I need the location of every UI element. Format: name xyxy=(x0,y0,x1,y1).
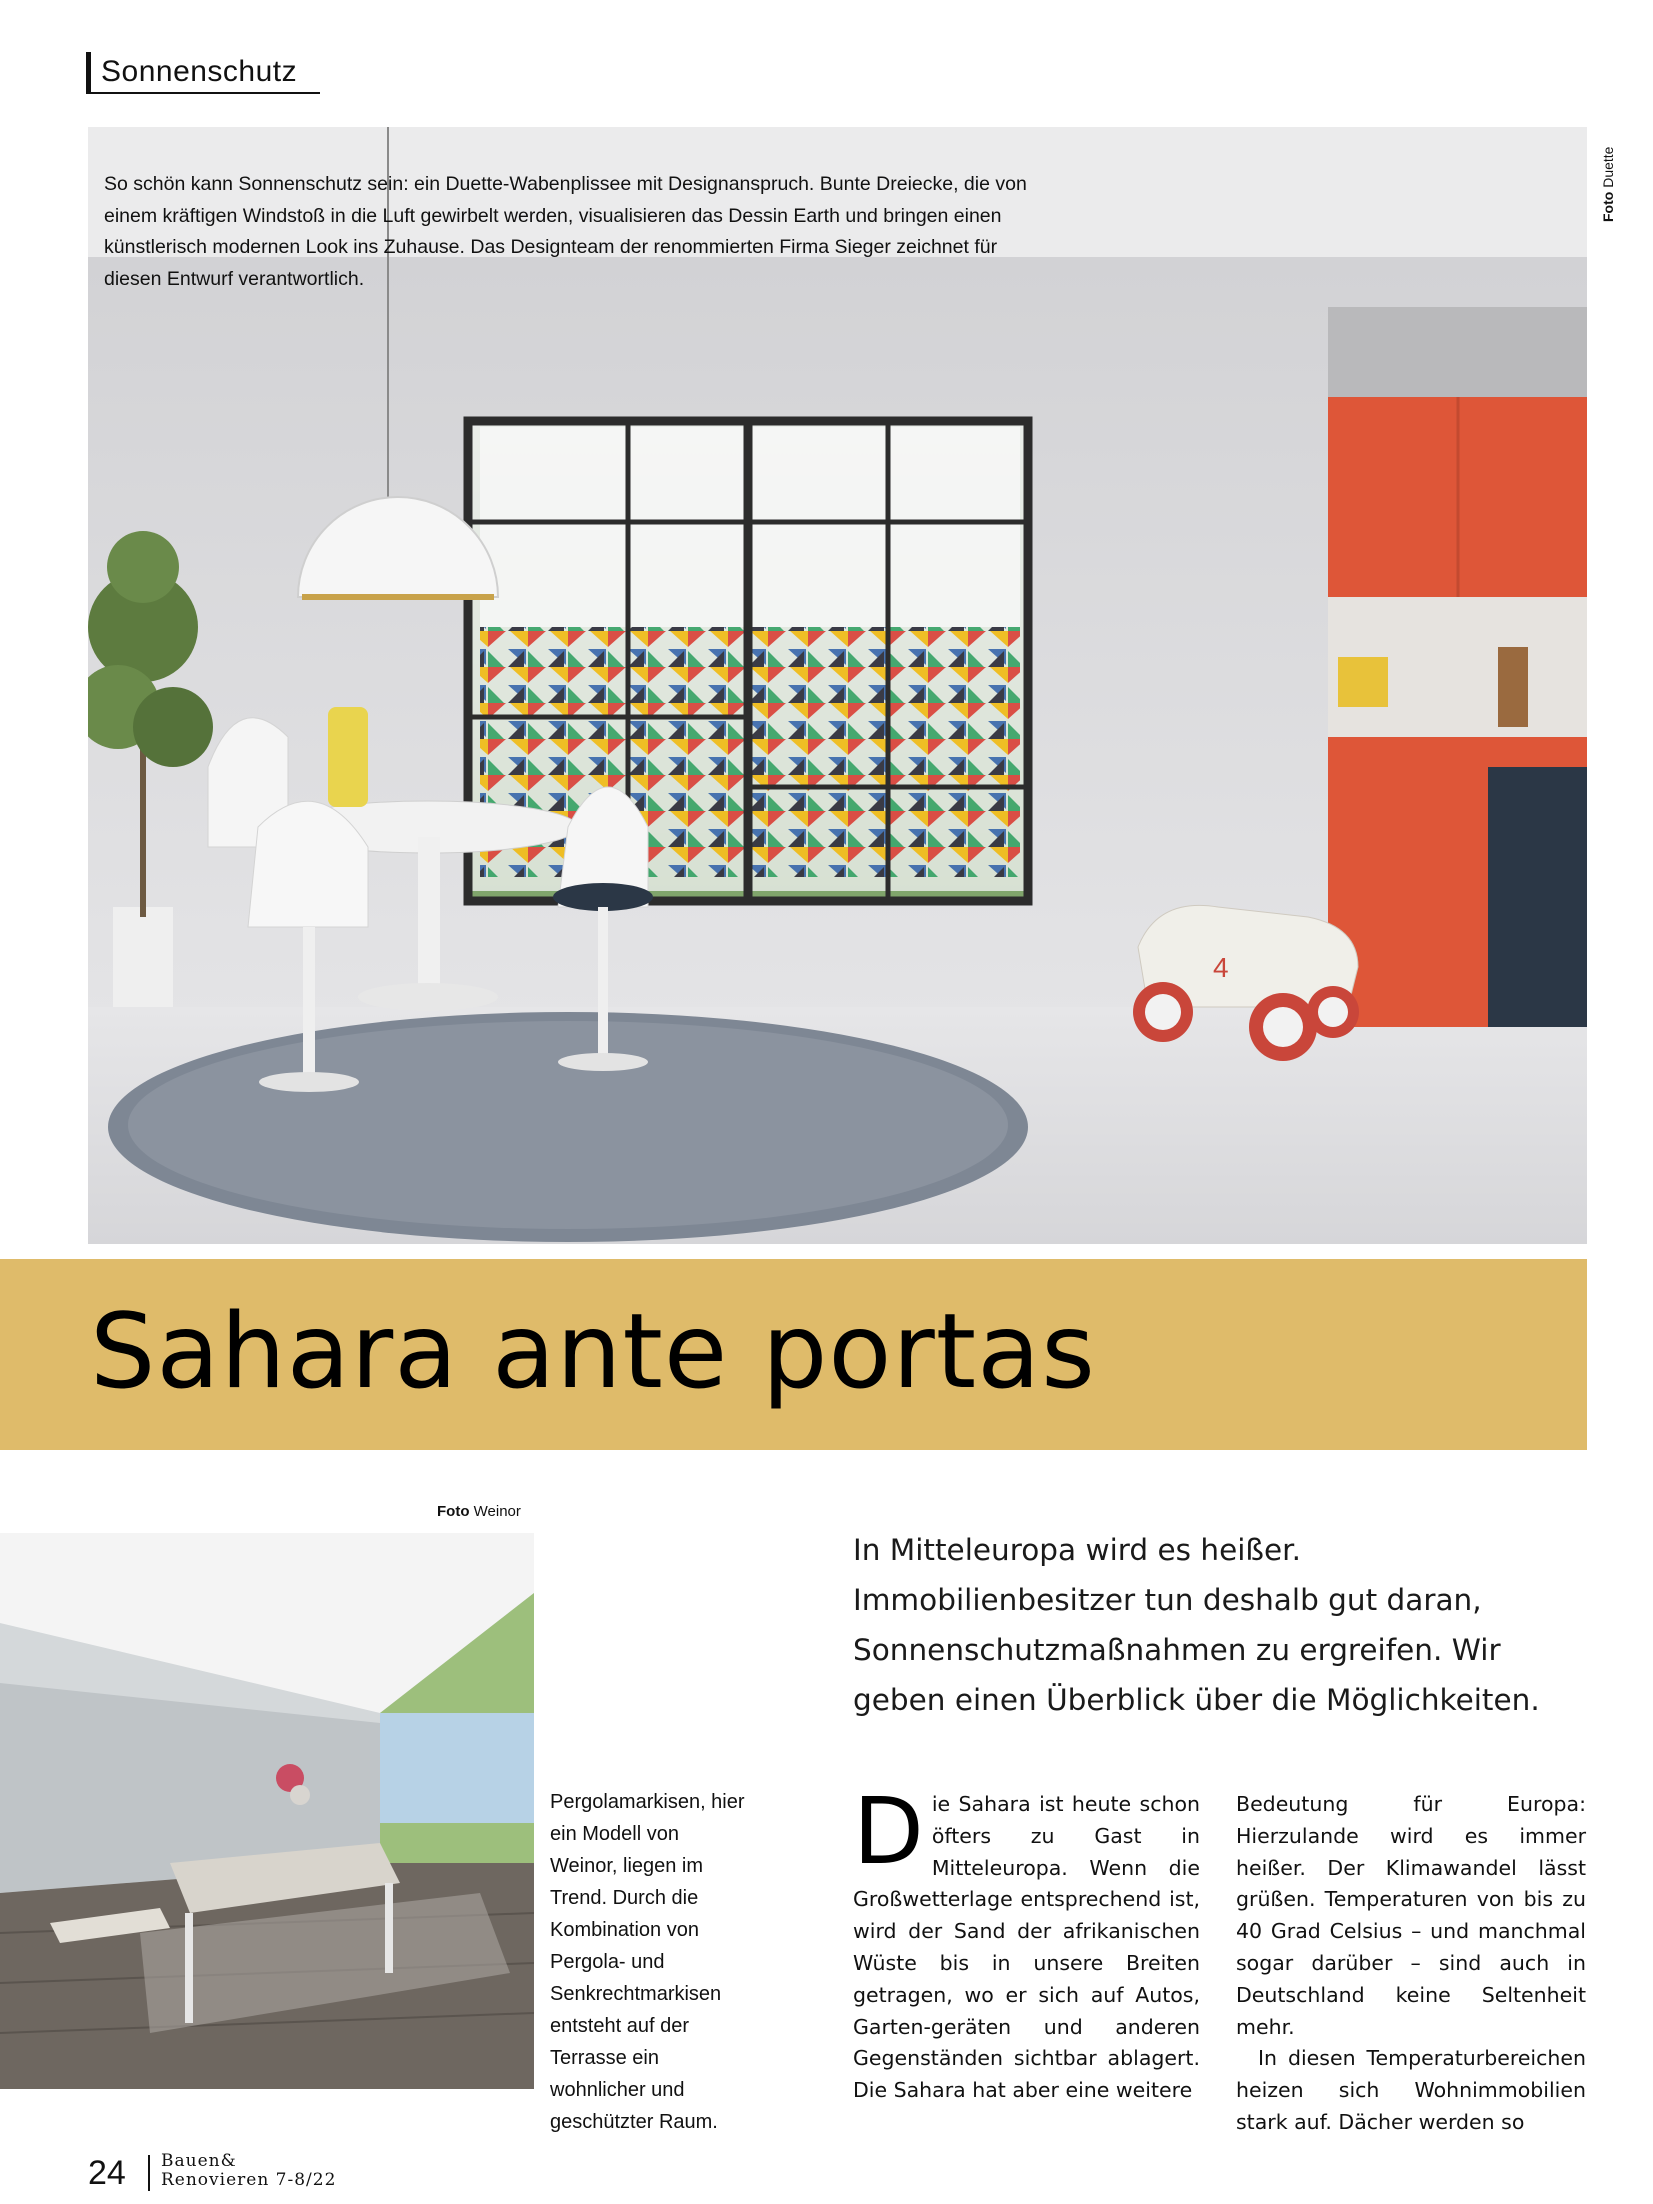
pergola-photo xyxy=(0,1533,534,2089)
column-2-paragraph-2: In diesen Temperaturbereichen heizen sich Wohnimmobilien stark auf. Dächer werden so xyxy=(1236,2046,1586,2134)
hero-caption: So schön kann Sonnenschutz sein: ein Duette-Wabenplissee mit Designanspruch. Bunte Dreiecke, die von einem kräftigen Windstoß in die Luft gewirbelt werden, visualisieren das Dessin Earth und bringen einen künstlerisch modernen Look ins Zuhause. Das Designteam der renommierten Firma Sieger zeichnet für diesen Entwurf verantwortlich. xyxy=(104,173,1027,290)
toy-car-number: 4 xyxy=(1213,952,1229,983)
hero-photo xyxy=(88,127,1587,1244)
photo2-credit xyxy=(437,1503,521,1520)
magazine-line-2: Renovieren 7-8/22 xyxy=(161,2170,337,2190)
column-1-text: ie Sahara ist heute schon öfters zu Gast in Mitteleuropa. Wenn die Großwetterlage entsprechend ist, wird der Sand der afrikanischen Wüste bis in unsere Breiten getragen, wo er sich auf Autos, Garten-geräten und anderen Gegenständen sichtbar ablagert. Die Sahara hat aber eine weitere xyxy=(853,1792,1200,2103)
magazine-name xyxy=(161,2152,336,2190)
pergola-caption: Pergolamarkisen, hier ein Modell von Weinor, liegen im Trend. Durch die Kombination von Pergola- und Senkrechtmarkisen entsteht auf der Terrasse ein wohnlicher und geschützter Raum. xyxy=(550,1791,745,2133)
hero-credit-name: Duette xyxy=(1600,146,1616,188)
title-band xyxy=(0,1259,1587,1450)
page-number: 24 xyxy=(88,2154,126,2192)
hero-photo-credit xyxy=(1588,124,1628,224)
column-2-paragraph-1: Bedeutung für Europa: Hierzulande wird es immer heißer. Der Klimawandel lässt grüßen. Temperaturen von bis zu 40 Grad Celsius – und manchmal sogar darüber – sind auch in Deutschland keine Seltenheit mehr. xyxy=(1236,1792,1586,2039)
dropcap: D xyxy=(853,1778,924,1885)
article-column-1 xyxy=(853,1778,1200,2107)
photo2-credit-name: Weinor xyxy=(473,1503,521,1520)
hero-credit-label: Foto xyxy=(1600,191,1616,222)
section-label: Sonnenschutz xyxy=(86,52,297,92)
photo2-credit-label: Foto xyxy=(437,1503,470,1520)
article-lead: In Mitteleuropa wird es heißer. Immobilienbesitzer tun deshalb gut daran, Sonnenschutzmaßnahmen zu ergreifen. Wir geben einen Überblick über die Möglichkeiten. xyxy=(853,1533,1540,1717)
article-title: Sahara ante portas xyxy=(90,1292,1096,1412)
footer-divider xyxy=(148,2155,150,2191)
pergola-illustration xyxy=(0,1533,534,2089)
magazine-line-1: Bauen& xyxy=(161,2151,237,2171)
article-column-2 xyxy=(1236,1789,1586,2139)
section-underline xyxy=(86,92,320,94)
